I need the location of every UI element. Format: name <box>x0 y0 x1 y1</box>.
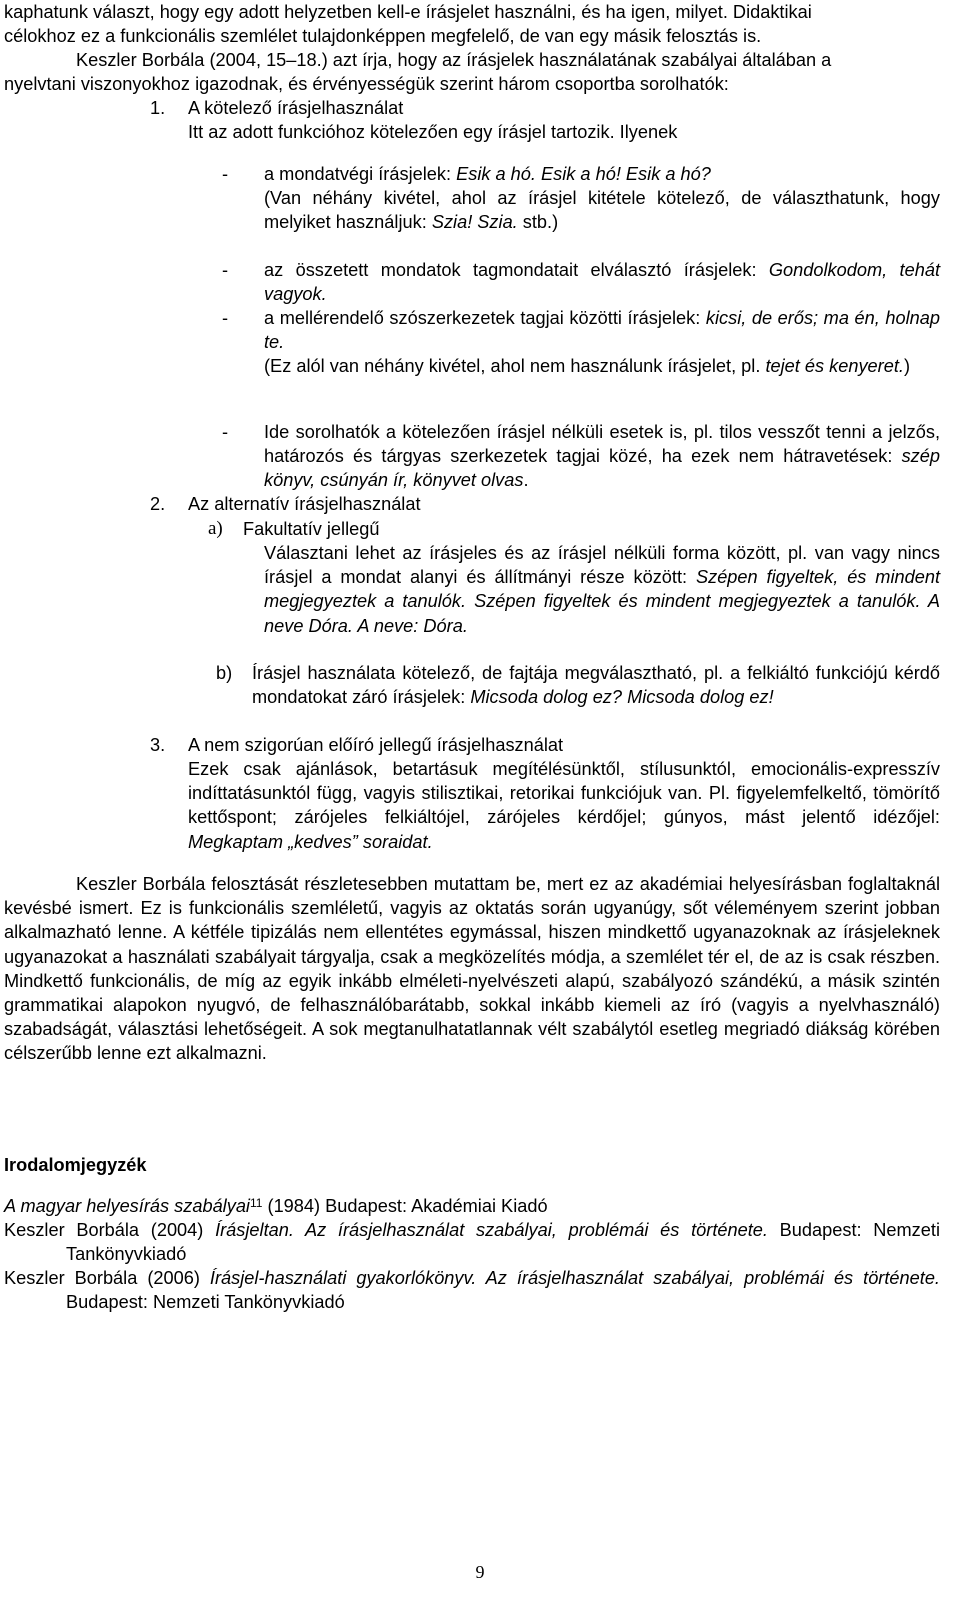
intro-line-4: nyelvtani viszonyokhoz igazodnak, és érvényességük szerint három csoportba sorolhatók: <box>4 74 729 94</box>
subsection-b-text: Írásjel használata kötelező, de fajtája megválasztható, pl. a felkiáltó funkciójú kérdő mondatokat záró írásjelek: Micsoda dolog ez? Micsoda dolog ez! <box>252 663 940 708</box>
subsection-a-label: a) <box>208 518 223 539</box>
intro-line-1: kaphatunk választ, hogy egy adott helyzetben kell-e írásjelet használni, és ha igen, milyet. Didaktikai <box>4 2 812 22</box>
list-dash: - <box>222 164 229 184</box>
list-item-note-no-mark: (Ez alól van néhány kivétel, ahol nem használunk írásjelet, pl. tejet és kenyeret.) <box>264 356 911 376</box>
body-paragraph: Keszler Borbála felosztását részletesebben mutattam be, mert ez az akadémiai helyesírásban foglaltaknál kevésbé ismert. Ez is funkcionális szemléletű, vagyis az oktatás során ugyanúgy, sőt véleményem szerint jobban alkalmazható lenne. A kétféle tipizálás nem ellentétes egymással, hiszen mindkettő ugyanazoknak az írásjeleknek ugyanazokat a használati szabályait tárgyalja, csak a megközelítés módja, a szemlélet tér el, de az is csak részben. Mindkettő funkcionális, de míg az egyik inkább elméleti-nyelvészeti alapú, szabályozó szándékú, a másik szintén grammatikai alapokon nyugvó, de felhasználóbarátabb, sokkal inkább kiemeli az író (vagyis a nyelvhasználó) szabadságát, választási lehetőségeit. A sok megtanulhatatlannak vélt szabálytól esetleg megriadó diákság körében célszerűbb lenne ezt alkalmazni. <box>4 874 940 1064</box>
subsection-a-text: Választani lehet az írásjeles és az írásjel nélküli forma között, pl. van vagy nincs írásjel a mondat alanyi és állítmányi része között: Szépen figyeltek, és mindent megjegyeztek a tanulók. Szépen figyeltek és mindent megjegyeztek a tanulók. A neve Dóra. A neve: Dóra. <box>264 543 940 636</box>
bibliography-entry-3: Keszler Borbála (2006) Írásjel-használati gyakorlókönyv. Az írásjelhasználat szabályai, problémái és története. Budapest: Nemzeti Tankönyvkiadó <box>4 1268 940 1313</box>
bibliography-heading: Irodalomjegyzék <box>4 1155 147 1175</box>
intro-line-2: célokhoz ez a funkcionális szemlélet tulajdonképpen megfelelő, de van egy másik felosztás is. <box>4 26 762 46</box>
section-3-number: 3. <box>150 735 166 755</box>
section-1-number: 1. <box>150 98 166 118</box>
page-number: 9 <box>475 1562 485 1582</box>
subsection-a-title: Fakultatív jellegű <box>243 519 380 539</box>
subsection-b-label: b) <box>216 663 233 683</box>
bibliography-entry-2: Keszler Borbála (2004) Írásjeltan. Az írásjelhasználat szabályai, problémái és története. Budapest: Nemzeti Tankönyvkiadó <box>4 1220 940 1265</box>
list-item-sentence-final-marks: a mondatvégi írásjelek: Esik a hó. Esik a hó! Esik a hó? <box>264 164 711 184</box>
section-2-title: Az alternatív írásjelhasználat <box>188 494 421 514</box>
section-3-text: Ezek csak ajánlások, betartásuk megítélésünktől, stílusunktól, emocionális-expresszív indíttatásunktól függ, vagyis stilisztikai, retorikai funkciójuk van. Pl. figyelemfelkeltő, tömörítő kettőspont; zárójeles felkiáltójel, zárójeles kérdőjel; gúnyos, mást jelentő idézőjel: Megkaptam „kedves” soraidat. <box>188 759 940 852</box>
section-2-number: 2. <box>150 494 166 514</box>
list-item-note-exceptions: (Van néhány kivétel, ahol az írásjel kitétele kötelező, de választhatunk, hogy melyiket használjuk: Szia! Szia. stb.) <box>264 188 940 233</box>
intro-line-3: Keszler Borbála (2004, 15–18.) azt írja, hogy az írásjelek használatának szabályai általában a <box>76 50 832 70</box>
list-dash: - <box>222 308 229 328</box>
list-dash: - <box>222 422 229 442</box>
list-item-compound-sentences: az összetett mondatok tagmondatait elválasztó írásjelek: Gondolkodom, tehát vagyok. <box>264 260 940 305</box>
list-item-coordinate-phrases: a mellérendelő szószerkezetek tagjai közötti írásjelek: kicsi, de erős; ma én, holnap te. <box>264 308 940 353</box>
bibliography-entry-1: A magyar helyesírás szabályai$^{11}$ (1984) Budapest: Akadémiai Kiadó <box>4 1196 548 1216</box>
section-1-title: A kötelező írásjelhasználat <box>188 98 404 118</box>
section-3-title: A nem szigorúan előíró jellegű írásjelhasználat <box>188 735 564 755</box>
list-item-no-mark-cases: Ide sorolhatók a kötelezően írásjel nélküli esetek is, pl. tilos vesszőt tenni a jelzős, határozós és tárgyas szerkezetek tagjai közé, ha ezek nem hátravetések: szép könyv, csúnyán ír, könyvet olvas. <box>264 422 940 491</box>
section-1-description: Itt az adott funkcióhoz kötelezően egy írásjel tartozik. Ilyenek <box>188 122 678 142</box>
list-dash: - <box>222 260 229 280</box>
